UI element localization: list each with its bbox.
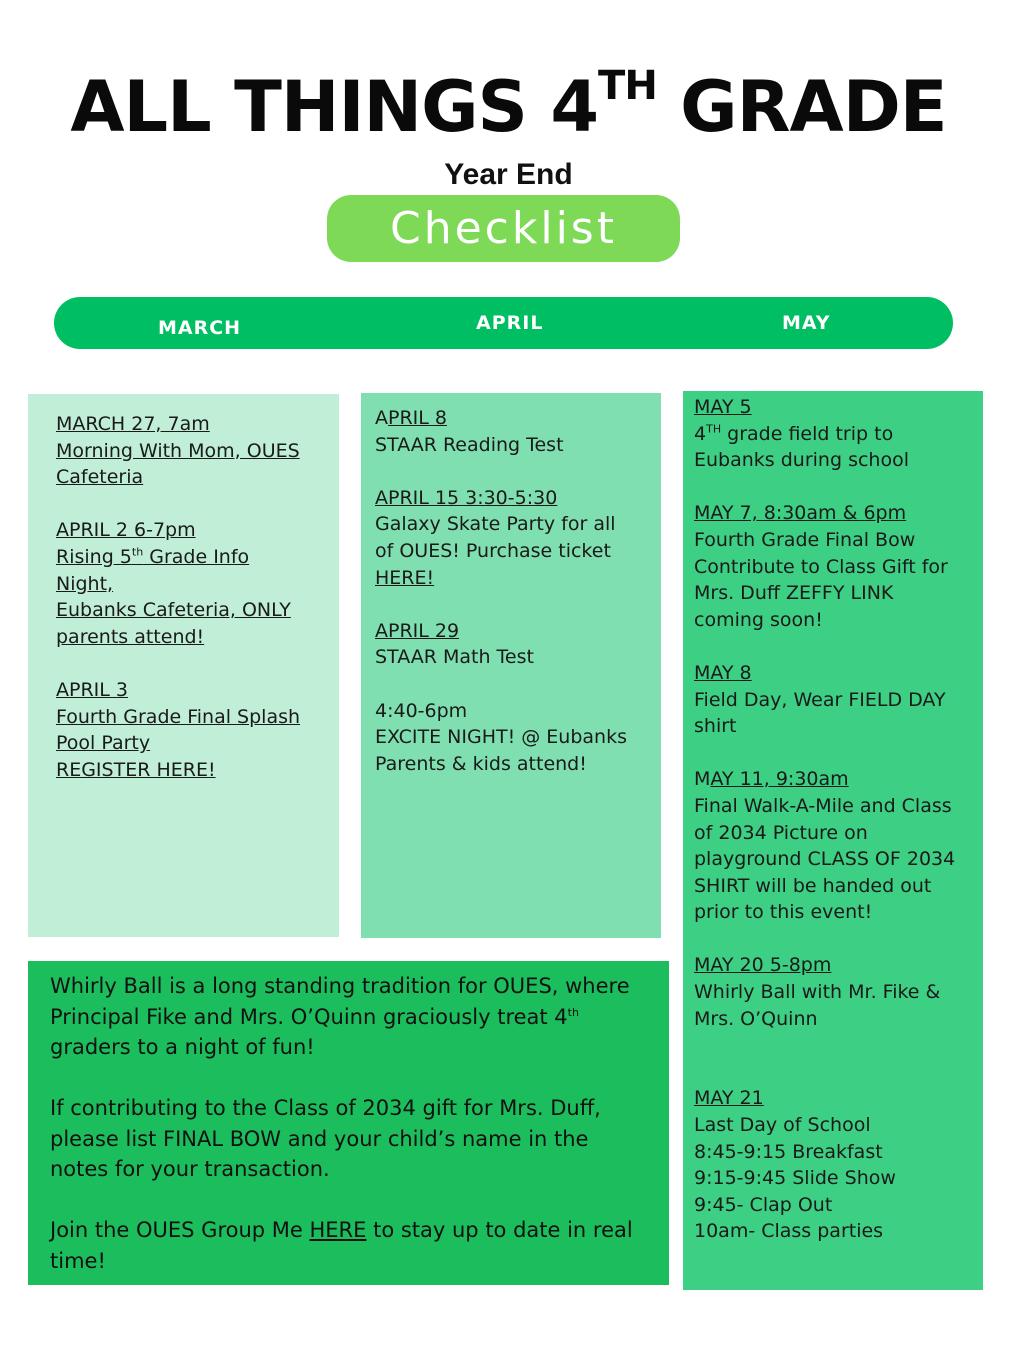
note-line: please list FINAL BOW and your child’s name in the [50, 1126, 589, 1151]
event-line: STAAR Math Test [375, 646, 534, 669]
event-line[interactable]: Fourth Grade Final Splash [56, 705, 301, 728]
event-date: MAY 20 5-8pm [694, 954, 832, 977]
april-column [361, 393, 661, 938]
superscript: TH [706, 422, 722, 436]
month-label-april: APRIL [476, 312, 544, 334]
event-line: of 2034 Picture on [694, 821, 868, 844]
march-column [28, 394, 339, 937]
event-date: MAY 5 [694, 396, 752, 418]
event-line: Final Walk-A-Mile and Class [694, 794, 952, 817]
event-line: EXCITE NIGHT! @ Eubanks [375, 726, 627, 749]
text-part: Join the OUES Group Me [50, 1218, 310, 1242]
event-line: shirt [694, 715, 737, 738]
note-line: graders to a night of fun! [50, 1035, 315, 1059]
may-column [683, 391, 983, 1290]
checklist-pill: Checklist [327, 195, 680, 262]
page-title [0, 63, 1017, 148]
event-date: MAY 7, 8:30am & 6pm [694, 502, 907, 525]
text-part: AY 11, 9:30am [710, 768, 849, 791]
title-superscript: TH [598, 63, 657, 109]
text-part: Rising 5 [56, 545, 132, 568]
event-line: Field Day, Wear FIELD DAY [694, 688, 946, 711]
info-note [28, 961, 669, 1285]
groupme-link[interactable]: HERE [309, 1218, 367, 1242]
event-line: coming soon! [694, 608, 823, 631]
event-line[interactable]: Night, [56, 572, 114, 595]
event-line [694, 421, 983, 448]
event-date[interactable]: APRIL 3 [56, 678, 128, 701]
note-line [50, 1215, 669, 1246]
title-end: GRADE [656, 66, 947, 148]
event-line: Whirly Ball with Mr. Fike & [694, 981, 941, 1004]
event-line: 9:45- Clap Out [694, 1193, 833, 1216]
superscript: th [131, 545, 144, 559]
ticket-link[interactable]: HERE! [375, 566, 435, 589]
note-line [50, 1002, 669, 1033]
event-line: Eubanks during school [694, 449, 909, 472]
note-line: If contributing to the Class of 2034 gift for Mrs. Duff, [50, 1096, 601, 1120]
event-line[interactable]: Morning With Mom, OUES [56, 439, 300, 462]
superscript: th [567, 1005, 579, 1019]
text-part: grade field trip to [721, 422, 894, 445]
event-line: Galaxy Skate Party for all [375, 513, 616, 536]
text-part: M [694, 768, 711, 791]
event-date: APRIL 15 3:30-5:30 [375, 486, 558, 509]
event-line: 8:45-9:15 Breakfast [694, 1140, 883, 1163]
event-line: Fourth Grade Final Bow [694, 528, 916, 551]
text-part: 4 [694, 422, 707, 445]
event-line: of OUES! Purchase ticket [375, 539, 611, 562]
month-label-march: MARCH [158, 317, 242, 339]
event-time: 4:40-6pm [375, 699, 468, 722]
register-link[interactable]: REGISTER HERE! [56, 758, 216, 781]
event-line[interactable]: Eubanks Cafeteria, ONLY [56, 599, 291, 622]
event-line: Contribute to Class Gift for [694, 555, 948, 578]
note-line: Whirly Ball is a long standing tradition for OUES, where [50, 974, 630, 998]
month-label-may: MAY [782, 312, 831, 334]
event-line[interactable]: parents attend! [56, 625, 205, 648]
subtitle: Year End [444, 158, 573, 191]
event-line: prior to this event! [694, 901, 873, 924]
event-line: STAAR Reading Test [375, 433, 564, 456]
event-line: playground CLASS OF 2034 [694, 848, 956, 871]
text-part: Principal Fike and Mrs. O’Quinn graciously treat 4 [50, 1004, 568, 1029]
text-part: Grade Info [143, 545, 250, 568]
event-date: MAY 21 [694, 1087, 764, 1110]
event-line: Last Day of School [694, 1114, 871, 1137]
event-date [694, 766, 983, 793]
event-line: SHIRT will be handed out [694, 874, 932, 897]
event-date: MAY 8 [694, 661, 752, 684]
title-main: ALL THINGS 4 [70, 66, 599, 148]
event-line: 10am- Class parties [694, 1220, 884, 1243]
event-line[interactable] [56, 544, 339, 571]
text-part: A [375, 407, 388, 429]
event-date[interactable]: MARCH 27, 7am [56, 413, 210, 435]
event-line[interactable]: Cafeteria [56, 466, 144, 489]
note-line: notes for your transaction. [50, 1157, 330, 1181]
event-date: APRIL 29 [375, 619, 460, 642]
event-date[interactable]: APRIL 2 6-7pm [56, 519, 196, 542]
event-line: Mrs. O’Quinn [694, 1007, 818, 1030]
event-line: Parents & kids attend! [375, 752, 587, 775]
event-line: 9:15-9:45 Slide Show [694, 1167, 896, 1190]
event-line[interactable]: Pool Party [56, 732, 151, 755]
text-part: PRIL 8 [388, 407, 447, 429]
event-line: Mrs. Duff ZEFFY LINK [694, 582, 894, 605]
event-date [375, 405, 661, 432]
note-line: time! [50, 1248, 106, 1273]
text-part: to stay up to date in real [366, 1218, 633, 1242]
